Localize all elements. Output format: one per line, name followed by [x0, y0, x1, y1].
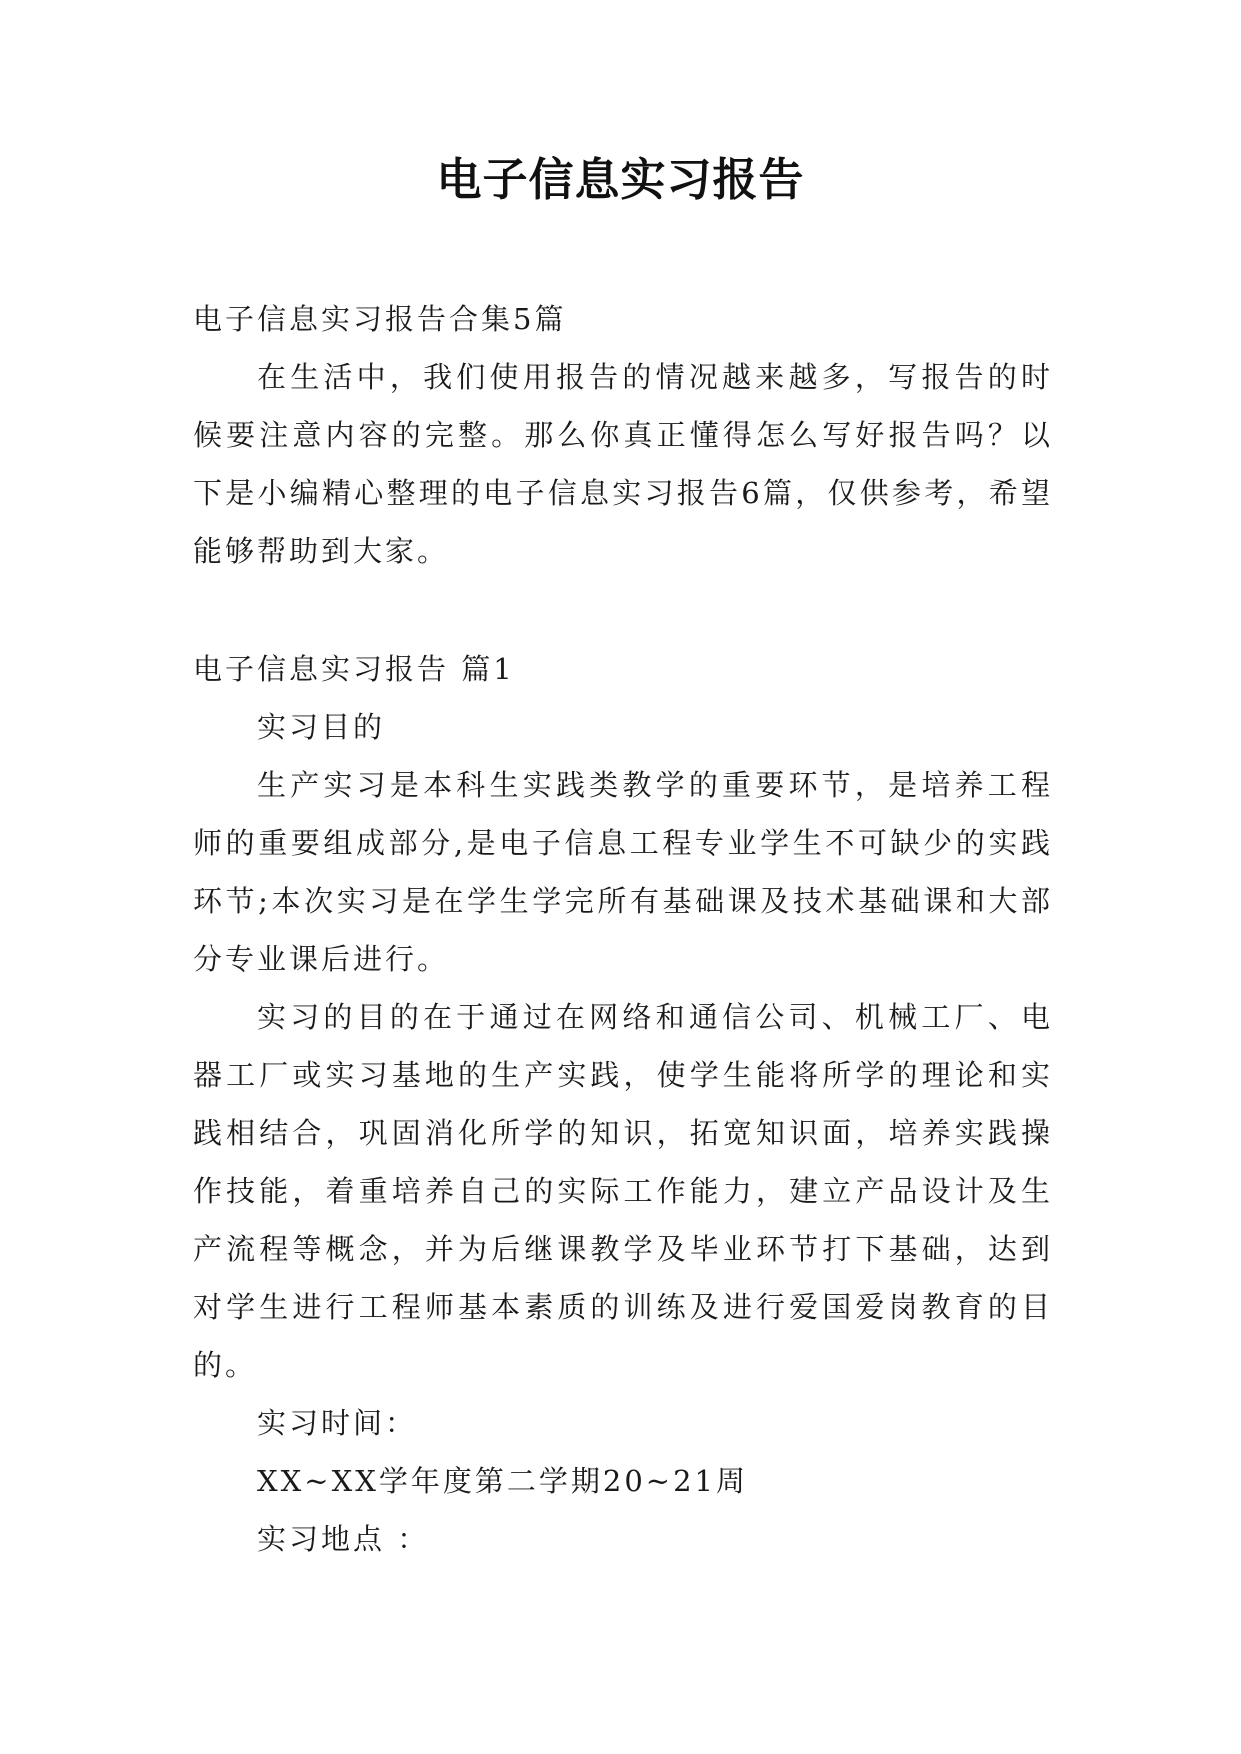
purpose-paragraph-2: 实习的目的在于通过在网络和通信公司、机械工厂、电器工厂或实习基地的生产实践，使学生能将所学的理论和实践相结合，巩固消化所学的知识，拓宽知识面，培养实践操作技能，着重培养自己的实际工作能力，建立产品设计及生产流程等概念，并为后继课教学及毕业环节打下基础，达到对学生进行工程师基本素质的训练及进行爱国爱岗教育的目的。: [193, 1000, 1053, 1382]
section-heading: 电子信息实习报告 篇1: [193, 652, 515, 686]
document-title: 电子信息实习报告: [436, 153, 805, 206]
purpose-paragraph-1: 生产实习是本科生实践类教学的重要环节，是培养工程师的重要组成部分,是电子信息工程专业学生不可缺少的实践环节;本次实习是在学生学完所有基础课及技术基础课和大部分专业课后进行。: [193, 768, 1053, 976]
time-label: 实习时间：: [257, 1406, 418, 1440]
document-body: [193, 290, 1053, 1568]
purpose-heading: 实习目的: [257, 710, 386, 744]
place-label: 实习地点 ：: [257, 1522, 430, 1556]
section-spacer: [193, 580, 1053, 640]
collection-subtitle: 电子信息实习报告合集5篇: [193, 302, 567, 336]
time-value: XX~XX学年度第二学期20~21周: [257, 1464, 748, 1498]
intro-paragraph: 在生活中，我们使用报告的情况越来越多，写报告的时候要注意内容的完整。那么你真正懂得怎么写好报告吗？以下是小编精心整理的电子信息实习报告6篇，仅供参考，希望能够帮助到大家。: [193, 360, 1053, 568]
